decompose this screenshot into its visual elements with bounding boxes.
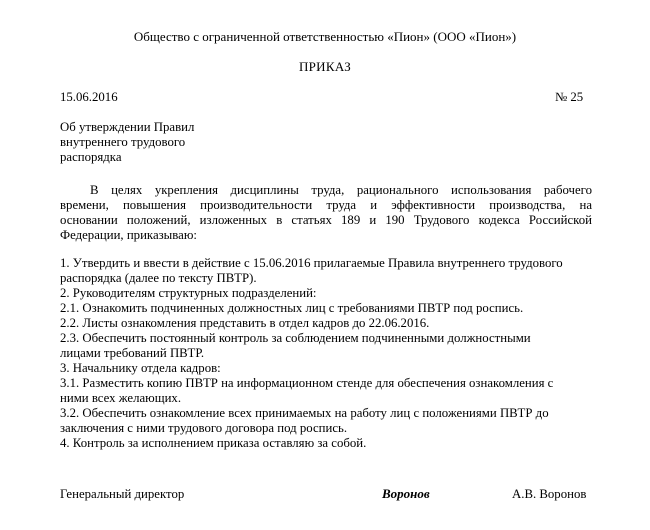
document-title: ПРИКАЗ	[298, 59, 352, 74]
order-item-line: 4. Контроль за исполнением приказа оставляю за собой.	[60, 436, 367, 450]
order-item-line: 1. Утвердить и ввести в действие с 15.06.2016 прилагаемые Правила внутреннего трудового	[60, 256, 563, 270]
order-item-line: лицами требований ПВТР.	[60, 346, 205, 360]
order-item-line: 2.3. Обеспечить постоянный контроль за соблюдением подчиненными должностными	[60, 331, 531, 345]
order-item-line: 2. Руководителям структурных подразделений:	[60, 286, 317, 300]
order-item-line: заключения с ними трудового договора под роспись.	[60, 421, 348, 435]
preamble-paragraph	[60, 183, 592, 243]
order-item-line: 3.2. Обеспечить ознакомление всех принимаемых на работу лиц с положениями ПВТР до	[60, 406, 549, 420]
order-number: № 25	[555, 90, 584, 104]
order-item-line: 3. Начальнику отдела кадров:	[60, 361, 221, 375]
order-items	[60, 256, 600, 451]
order-item-line: 3.1. Разместить копию ПВТР на информационном стенде для обеспечения ознакомления с	[60, 376, 554, 390]
handwritten-signature: Воронов	[382, 486, 430, 501]
preamble-line: Федерации, приказываю:	[60, 228, 197, 242]
order-item-line: 2.1. Ознакомить подчиненных должностных лиц с требованиями ПВТР под роспись.	[60, 301, 524, 315]
organization-name: Общество с ограниченной ответственностью «Пион» (ООО «Пион»)	[133, 29, 517, 44]
order-item-line: ними всех желающих.	[60, 391, 182, 405]
signatory-name: А.В. Воронов	[512, 487, 587, 501]
signatory-position: Генеральный директор	[60, 487, 185, 501]
preamble-line: времени, повышения производительности труда и эффективности производства, на	[60, 198, 592, 212]
order-subject	[60, 120, 260, 165]
order-item-line: распорядка (далее по тексту ПВТР).	[60, 271, 257, 285]
subject-line: распорядка	[60, 150, 122, 164]
order-date: 15.06.2016	[60, 90, 118, 104]
order-item-line: 2.2. Листы ознакомления представить в отдел кадров до 22.06.2016.	[60, 316, 430, 330]
subject-line: Об утверждении Правил	[60, 120, 195, 134]
subject-line: внутреннего трудового	[60, 135, 186, 149]
preamble-line: В целях укрепления дисциплины труда, рационального использования рабочего	[90, 183, 592, 197]
preamble-line: основании положений, изложенных в статьях 189 и 190 Трудового кодекса Российской	[60, 213, 592, 227]
